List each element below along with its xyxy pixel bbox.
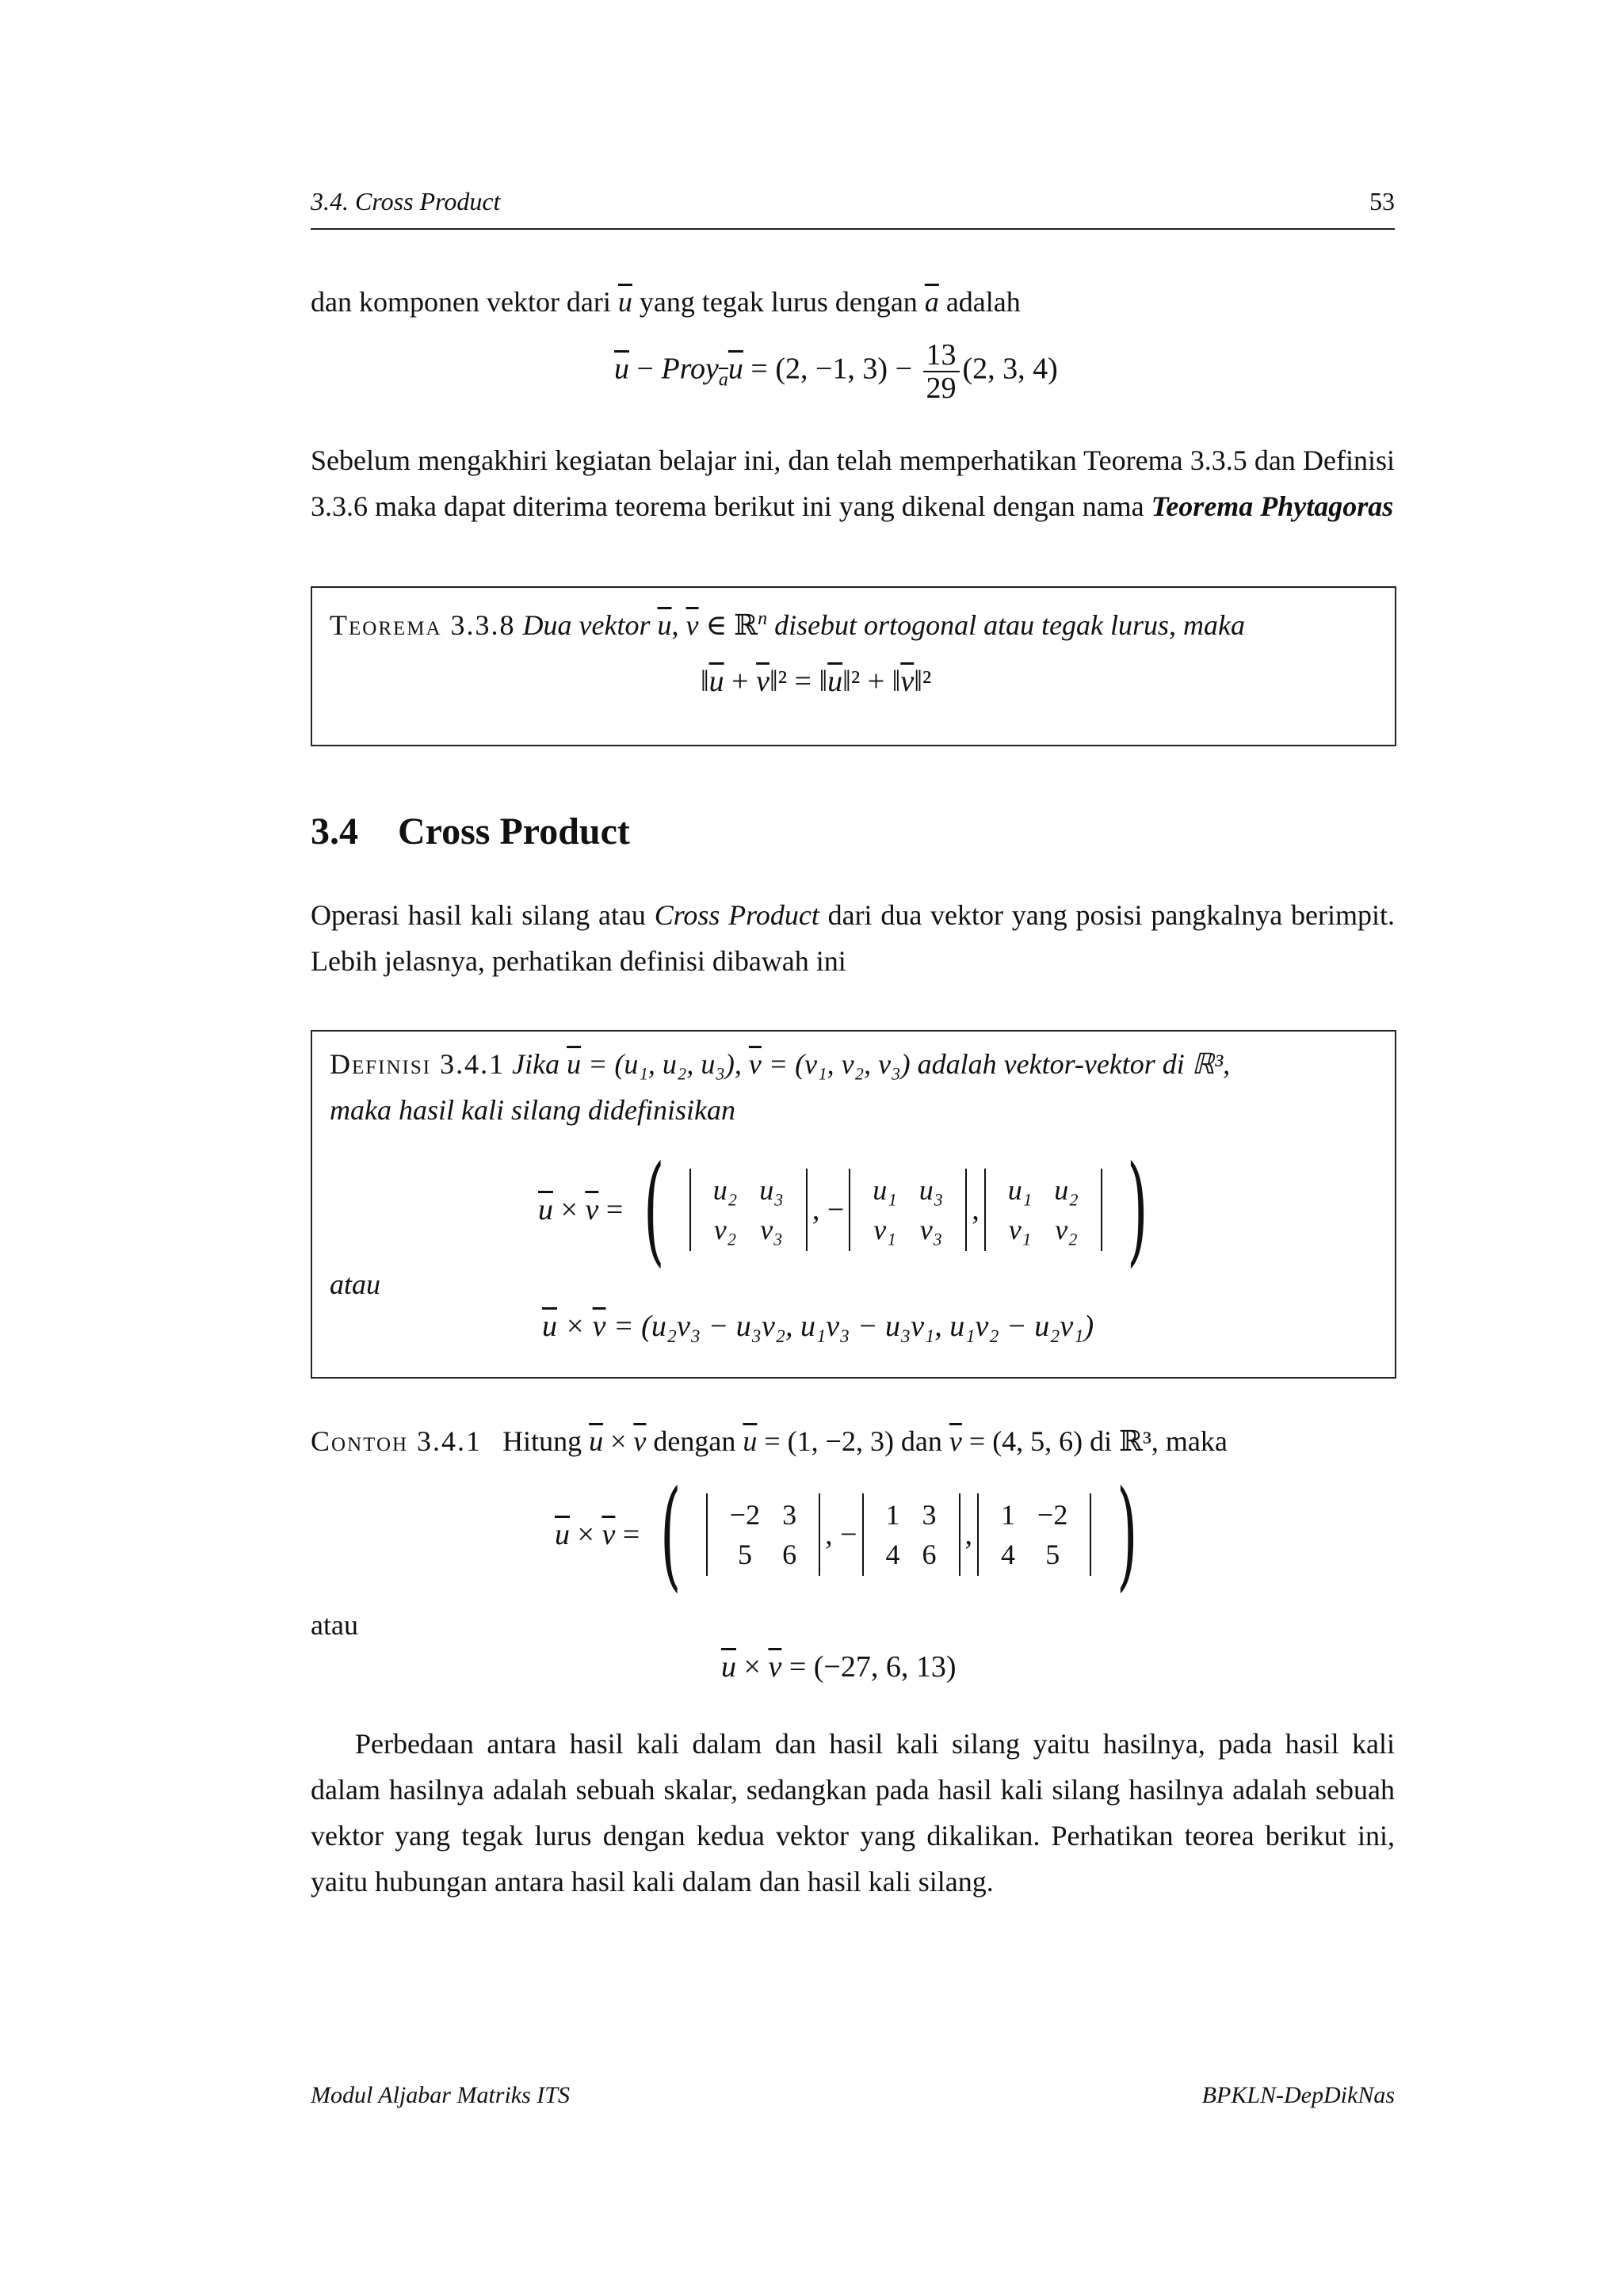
theorem-v: $\overline{v}$ xyxy=(685,609,699,641)
def-eq2-u: $\overline{u}$ xyxy=(542,1310,557,1343)
definition-determinant-equation xyxy=(538,1141,1161,1279)
theorem-equation xyxy=(701,664,931,699)
determinant-1 xyxy=(689,1169,808,1251)
ex-det3-cell: 4 xyxy=(1001,1539,1016,1570)
definition-box xyxy=(311,1030,1396,1379)
ex-text-c: = (1, −2, 3) dan xyxy=(757,1425,949,1457)
ex-det1-cell: 6 xyxy=(782,1539,797,1570)
footer-right: BPKLN-DepDikNas xyxy=(1201,2082,1395,2108)
def-eq2-x: × xyxy=(557,1310,593,1343)
section-number: 3.4 xyxy=(311,810,358,852)
section-title: Cross Product xyxy=(398,810,630,852)
det3-cell: u₁ xyxy=(1007,1174,1033,1206)
determinant-3 xyxy=(984,1169,1102,1251)
header-section: 3.4. Cross Product xyxy=(311,187,501,215)
determinant-1 xyxy=(706,1493,820,1576)
eq1-denominator: 29 xyxy=(926,372,957,405)
thm-eq-a: ‖ xyxy=(701,665,709,698)
ex-res-rest: = (−27, 6, 13) xyxy=(781,1650,957,1684)
eq1-rhs-b: (2, 3, 4) xyxy=(962,352,1058,386)
example-result-equation xyxy=(721,1650,956,1684)
thm-eq-v2: $\overline{v}$ xyxy=(900,665,915,698)
det3-cell: u₂ xyxy=(1054,1174,1079,1206)
ex-u: $\overline{u}$ xyxy=(589,1425,604,1457)
det3-cell: v₁ xyxy=(1008,1214,1032,1245)
def-sep1: , − xyxy=(812,1193,845,1226)
vector-a: $\overline{a}$ xyxy=(924,286,939,318)
ex-det2-cell: 4 xyxy=(885,1539,900,1570)
det1-cell: u₃ xyxy=(759,1174,784,1206)
p1-text-a: dan komponen vektor dari xyxy=(311,286,618,318)
ex-text-d: = (4, 5, 6) di ℝ³, maka xyxy=(961,1425,1228,1457)
ex-det1-cell: 3 xyxy=(782,1499,797,1531)
def-lhs xyxy=(538,1193,623,1226)
ex-lhs-u: $\overline{u}$ xyxy=(555,1518,570,1551)
ex-text-a: Hitung xyxy=(502,1425,590,1457)
ex-det2-cell: 3 xyxy=(922,1499,937,1531)
eq1-proy: Proy xyxy=(661,352,719,386)
ex-sep1: , − xyxy=(825,1518,857,1551)
p1-text-c: adalah xyxy=(938,286,1021,318)
ex-lhs-eq: = xyxy=(615,1518,640,1551)
left-paren: ( xyxy=(643,1141,665,1279)
det1-cell: u₂ xyxy=(712,1174,738,1206)
def-v: $\overline{v}$ xyxy=(748,1048,762,1080)
right-paren: ) xyxy=(1116,1466,1138,1604)
paragraph-cross-product-intro xyxy=(311,892,1395,984)
definition-atau: atau xyxy=(330,1268,381,1300)
ex-u2: $\overline{u}$ xyxy=(743,1425,758,1457)
thm-eq-v: $\overline{v}$ xyxy=(756,665,769,698)
determinant-2 xyxy=(849,1169,967,1251)
theorem-text-a: Dua vektor xyxy=(522,609,658,641)
theorem-sup: n xyxy=(758,608,768,629)
p1-text-b: yang tegak lurus dengan xyxy=(632,286,925,318)
def-lhs-eq: = xyxy=(598,1193,624,1226)
right-paren: ) xyxy=(1127,1141,1148,1279)
thm-eq-u2: $\overline{u}$ xyxy=(827,665,843,698)
theorem-in-r: ∈ ℝ xyxy=(698,609,758,641)
def-eq2-v: $\overline{v}$ xyxy=(592,1310,606,1343)
p3-text-a: Operasi hasil kali silang atau xyxy=(311,899,655,931)
ex-det3-cell: 1 xyxy=(1001,1499,1016,1531)
vector-u: $\overline{u}$ xyxy=(617,286,632,318)
det2-cell: u₃ xyxy=(918,1174,944,1206)
p3-text-b: dari dua vektor yang posisi pangkalnya berimpit. Lebih jelasnya, perhatikan definisi dibawah ini xyxy=(311,899,1395,977)
ex-res-v: $\overline{v}$ xyxy=(768,1650,782,1684)
def-sep2: , xyxy=(972,1193,980,1226)
paragraph-vector-component xyxy=(311,279,1395,325)
det1-cell: v₃ xyxy=(760,1214,783,1245)
definition-line2: maka hasil kali silang didefinisikan xyxy=(330,1094,735,1126)
example-atau: atau xyxy=(311,1609,358,1641)
ex-det1-cell: 5 xyxy=(737,1539,752,1570)
equation-projection xyxy=(614,339,1058,404)
ex-det2-cell: 1 xyxy=(885,1499,900,1531)
ex-res-x: × xyxy=(736,1650,769,1684)
p2-bold-term: Teorema Phytagoras xyxy=(1151,490,1394,522)
theorem-comma: , xyxy=(671,609,686,641)
ex-lhs xyxy=(555,1518,640,1551)
theorem-label: Teorema 3.3.8 xyxy=(330,609,516,641)
def-eq2-rest: = (u₂v₃ − u₃v₂, u₁v₃ − u₃v₁, u₁v₂ − u₂v₁) xyxy=(605,1310,1094,1343)
eq1-fraction xyxy=(923,339,960,404)
def-lhs-v: $\overline{v}$ xyxy=(585,1193,599,1226)
theorem-u: $\overline{u}$ xyxy=(657,609,672,641)
ex-lhs-x: × xyxy=(570,1518,602,1551)
det3-cell: v₂ xyxy=(1055,1214,1078,1245)
definition-expanded-equation xyxy=(542,1309,1094,1344)
header-page-number: 53 xyxy=(1369,187,1395,215)
thm-eq-d: ‖² + ‖ xyxy=(842,665,901,698)
def-text-a: Jika xyxy=(512,1048,567,1080)
ex-det3-cell: 5 xyxy=(1045,1539,1060,1570)
det2-cell: v₃ xyxy=(919,1214,943,1245)
determinant-2 xyxy=(862,1493,960,1576)
theorem-statement xyxy=(330,596,1376,648)
ex-det3-cell: −2 xyxy=(1037,1499,1068,1531)
ex-lhs-v: $\overline{v}$ xyxy=(601,1518,616,1551)
thm-eq-e: ‖² xyxy=(914,665,932,698)
definition-statement xyxy=(330,1041,1377,1087)
ex-x: × xyxy=(603,1425,634,1457)
def-lhs-u: $\overline{u}$ xyxy=(538,1193,553,1226)
eq1-u2: $\overline{u}$ xyxy=(727,352,743,386)
ex-text-b: dengan xyxy=(646,1425,743,1457)
left-paren: ( xyxy=(659,1466,682,1604)
def-lhs-x: × xyxy=(553,1193,586,1226)
ex-det2-cell: 6 xyxy=(922,1539,937,1570)
paragraph-difference: Perbedaan antara hasil kali dalam dan hasil kali silang yaitu hasilnya, pada hasil kali dalam hasilnya adalah sebuah skalar, sedangkan pada hasil kali silang hasilnya adalah sebuah vektor yang tegak lurus dengan kedua vektor yang dikalikan. Perhatikan teorea berikut ini, yaitu hubungan antara hasil kali dalam dan hasil kali silang. xyxy=(311,1728,1395,1897)
example-statement xyxy=(311,1418,1395,1464)
determinant-3 xyxy=(977,1493,1091,1576)
eq1-proy-sub: a xyxy=(718,369,728,391)
ex-res-u: $\overline{u}$ xyxy=(721,1650,736,1684)
running-header xyxy=(311,187,1395,230)
eq1-rhs-a: = (2, −1, 3) − xyxy=(743,352,920,386)
det1-cell: v₂ xyxy=(713,1214,737,1245)
section-heading xyxy=(311,810,630,853)
ex-det1-cell: −2 xyxy=(729,1499,761,1531)
ex-sep2: , xyxy=(964,1518,973,1551)
p2-text: Sebelum mengakhiri kegiatan belajar ini, dan telah memperhatikan Teorema 3.3.5 dan Definisi 3.3.6 maka dapat diterima teorema berikut ini yang dikenal dengan nama xyxy=(311,444,1395,522)
paragraph-pythagoras-intro xyxy=(311,437,1395,529)
def-text-c: = (v₁, v₂, v₃) adalah vektor-vektor di ℝ³, xyxy=(761,1048,1231,1080)
det2-cell: v₁ xyxy=(873,1214,896,1245)
example-label: Contoh 3.4.1 xyxy=(311,1425,483,1457)
def-text-b: = (u₁, u₂, u₃), xyxy=(581,1048,749,1080)
theorem-box xyxy=(311,586,1396,746)
footer-left: Modul Aljabar Matriks ITS xyxy=(311,2082,570,2108)
example-determinant-equation xyxy=(555,1466,1150,1604)
thm-eq-plus: + xyxy=(724,665,757,698)
theorem-text-c: disebut ortogonal atau tegak lurus, maka xyxy=(767,609,1246,641)
ex-v: $\overline{v}$ xyxy=(633,1425,647,1457)
det2-cell: u₁ xyxy=(873,1174,897,1206)
def-u: $\overline{u}$ xyxy=(567,1048,582,1080)
definition-label: Definisi 3.4.1 xyxy=(330,1048,506,1080)
thm-eq-c: ‖² = ‖ xyxy=(769,665,828,698)
ex-v2: $\overline{v}$ xyxy=(949,1425,962,1457)
eq1-u: $\overline{u}$ xyxy=(614,352,629,386)
p3-italic-term: Cross Product xyxy=(654,899,819,931)
eq1-numerator: 13 xyxy=(923,339,960,372)
thm-eq-u: $\overline{u}$ xyxy=(708,665,724,698)
eq1-minus: − xyxy=(629,352,662,386)
